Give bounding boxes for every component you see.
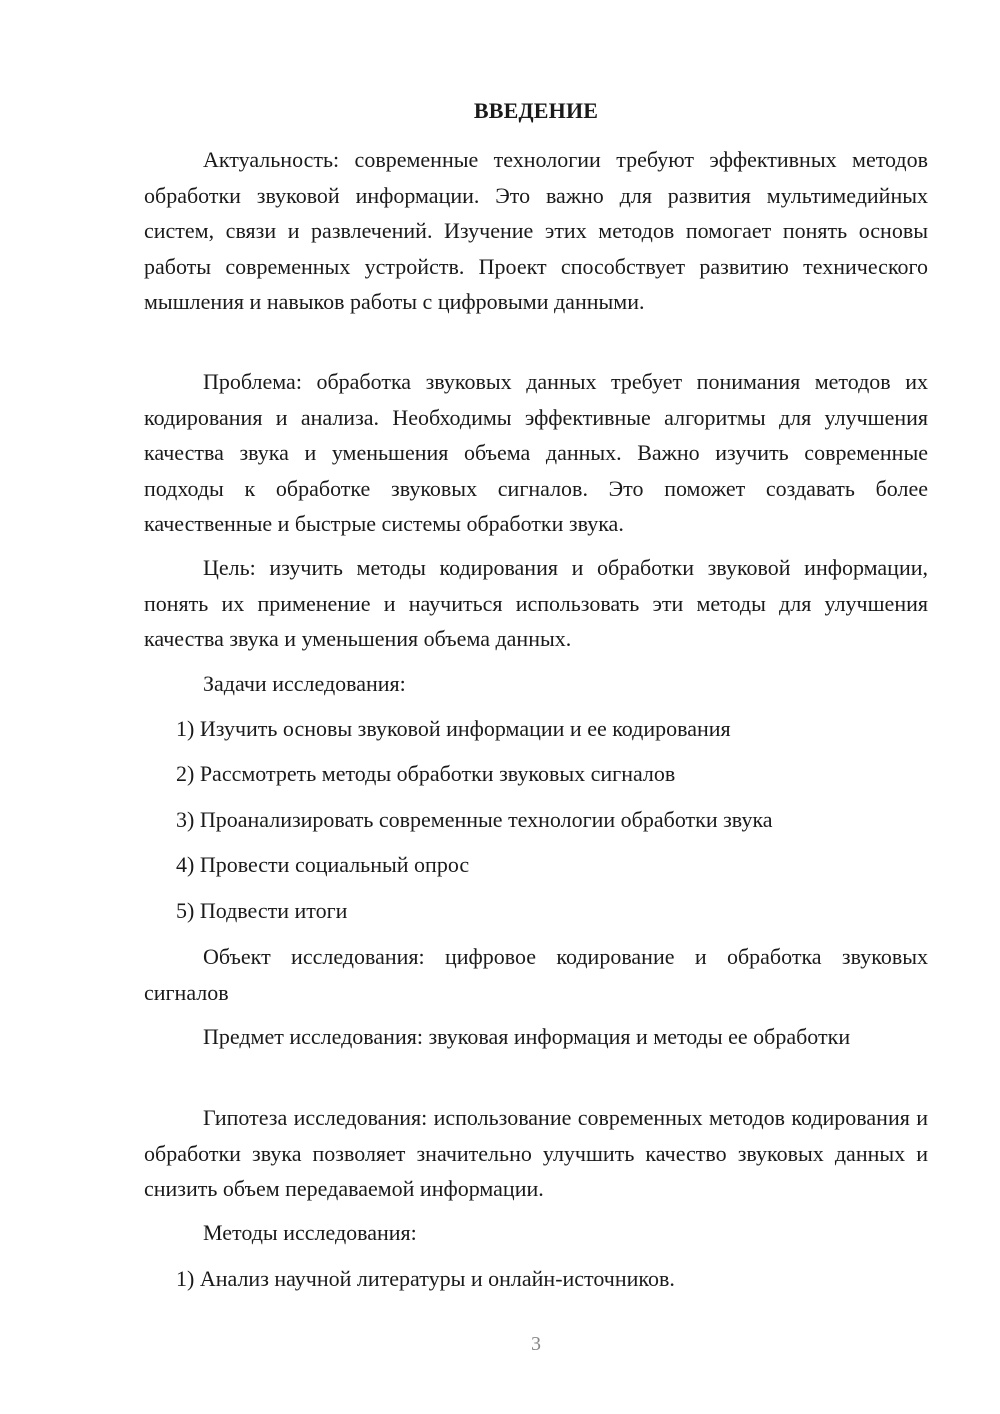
goal-text: Цель: изучить методы кодирования и обработки звуковой информации, понять их применение и научиться использовать эти методы для улучшения качества звука и уменьшения объема данных.: [144, 555, 928, 651]
tasks-list-item: [144, 756, 928, 792]
methods-heading-block: [144, 1215, 928, 1251]
hypothesis-paragraph: [144, 1100, 928, 1207]
task-3: 3) Проанализировать современные технологии обработки звука: [176, 807, 773, 832]
object-paragraph: [144, 939, 928, 1010]
hypothesis-text: Гипотеза исследования: использование современных методов кодирования и обработки звука позволяет значительно улучшить качество звуковых данных и снизить объем передаваемой информации.: [144, 1105, 928, 1201]
subject-paragraph: [144, 1019, 928, 1055]
goal-paragraph: [144, 550, 928, 657]
tasks-heading-block: [144, 666, 928, 702]
tasks-list-item: [144, 802, 928, 838]
task-2: 2) Рассмотреть методы обработки звуковых сигналов: [176, 761, 676, 786]
page-title: ВВЕДЕНИЕ: [473, 98, 599, 123]
relevance-text: Актуальность: современные технологии требуют эффективных методов обработки звуковой информации. Это важно для развития мультимедийных систем, связи и развлечений. Изучение этих методов помогает понять основы работы современных устройств. Проект способствует развитию технического мышления и навыков работы с цифровыми данными.: [144, 147, 928, 314]
method-1: 1) Анализ научной литературы и онлайн-источников.: [176, 1266, 675, 1291]
task-4: 4) Провести социальный опрос: [176, 852, 470, 877]
relevance-paragraph: [144, 142, 928, 320]
tasks-list-item: [144, 847, 928, 883]
page-number: 3: [531, 1333, 541, 1355]
task-1: 1) Изучить основы звуковой информации и ее кодирования: [176, 716, 731, 741]
problem-text: Проблема: обработка звуковых данных требует понимания методов их кодирования и анализа. Необходимы эффективные алгоритмы для улучшения качества звука и уменьшения объема данных. Важно изучить современные подходы к обработке звуковых сигналов. Это поможет создавать более качественные и быстрые системы обработки звука.: [144, 369, 928, 536]
tasks-list-item: [144, 893, 928, 929]
tasks-list-item: [144, 711, 928, 747]
task-5: 5) Подвести итоги: [176, 898, 348, 923]
methods-list-item: [144, 1261, 928, 1297]
object-text: Объект исследования: цифровое кодирование и обработка звуковых сигналов: [144, 944, 928, 1005]
problem-paragraph: [144, 364, 928, 542]
subject-text: Предмет исследования: звуковая информация и методы ее обработки: [203, 1024, 851, 1049]
tasks-heading: Задачи исследования:: [203, 671, 406, 696]
methods-heading: Методы исследования:: [203, 1220, 417, 1245]
